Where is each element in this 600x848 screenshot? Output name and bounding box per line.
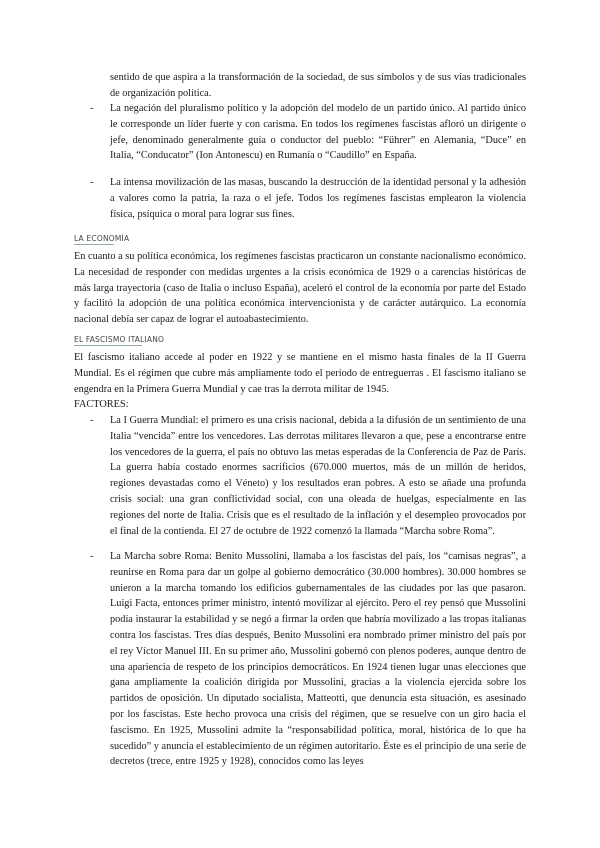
bullet-marker: - xyxy=(90,551,94,562)
bullet-partido-unico: La negación del pluralismo político y la adopción del modelo de un partido único. Al partido único le corresponde un líder fuerte y con carisma. En todos los regímenes fascistas afloró un dirigente o jefe, denominado generalmente guía o conductor del pueblo: “Führer” en Alemania, “Duce” en Italia, “Conducator” (Ion Antonescu) en Rumanía o “Caudillo” en España. xyxy=(110,103,526,162)
continuation-paragraph: sentido de que aspira a la transformación de la sociedad, de sus símbolos y de sus vías tradicionales de organización política. xyxy=(110,72,526,99)
economia-paragraph: En cuanto a su política económica, los regímenes fascistas practicaron un constante nacionalismo económico. La necesidad de responder con medidas urgentes a la crisis económica de 1929 o a carencias históricas de más larga trayectoria (caso de Italia o incluso España), aceleró el control de la economía por parte del Estado y facilitó la adopción de una política económica intervencionista y de carácter autárquico. La economía nacional debía ser capaz de lograr el autoabastecimiento. xyxy=(74,251,526,326)
bullet-marker: - xyxy=(90,103,94,114)
factor-marcha-sobre-roma: La Marcha sobre Roma: Benito Mussolini, llamaba a los fascistas del país, los “camisas negras”, a reunirse en Roma para dar un golpe al gobierno democrático (30.000 hombres). 30.000 hombres se unieron a la marcha tomando los edificios gubernamentales de las ciudades por las que pasaron. Luigi Facta, entonces primer ministro, intentó movilizar al ejército. Pero el rey pensó que Mussolini podía instaurar la estabilidad y se negó a firmar la orden que habría movilizado a las tropas italianas contra los fascistas. Tres días después, Benito Mussolini era nombrado primer ministro del país por el rey Víctor Manuel III. En su primer año, Mussolini gobernó con plenos poderes, aunque dentro de una apariencia de respeto de los principios democráticos. En 1924 tienen lugar unas elecciones que gana ampliamente la coalición dirigida por Mussolini, gracias a la violencia ejercida sobre los partidos de oposición. Un diputado socialista, Matteotti, que denuncia esta situación, es asesinado por los fascistas. Este hecho provoca una crisis del régimen, que se resuelve con un giro hacia el fascismo. En 1925, Mussolini admite la “responsabilidad política, moral, histórica de lo que ha sucedido” y anuncia el establecimiento de un régimen autoritario. Éste es el principio de una serie de decretos (trece, entre 1925 y 1928), conocidos como las leyes xyxy=(110,551,526,768)
bullet-movilizacion: La intensa movilización de las masas, buscando la destrucción de la identidad personal y la adhesión a valores como la patria, la raza o el jefe. Todos los regímenes fascistas emplearon la violencia física, psíquica o moral para lograr sus fines. xyxy=(110,177,526,220)
heading-underline xyxy=(74,345,142,346)
fascismo-intro-paragraph: El fascismo italiano accede al poder en 1922 y se mantiene en el mismo hasta finales de la II Guerra Mundial. Es el régimen que cubre más ampliamente todo el periodo de entreguerras . El fascismo italiano se engendra en la Primera Guerra Mundial y cae tras la derrota militar de 1945. xyxy=(74,352,526,395)
factores-label: FACTORES: xyxy=(74,399,129,410)
section-heading-fascismo: EL FASCISMO ITALIANO xyxy=(74,335,165,344)
bullet-marker: - xyxy=(90,415,94,426)
heading-underline xyxy=(74,244,114,245)
section-heading-economia: LA ECONOMÍA xyxy=(74,234,130,243)
factor-guerra-mundial: La I Guerra Mundial: el primero es una crisis nacional, debida a la difusión de un sentimiento de una Italia “vencida” entre los vencedores. Las derrotas militares llevaron a que, pese a encontrarse entre los vencedores de la guerra, el país no obtuvo las metas esperadas de la Conferencia de Paz de París. La guerra había costado enormes sacrificios (670.000 muertos, más de un millón de heridos, regiones devastadas como el Véneto) y los resultados eran pobres. A esto se añade una profunda crisis social: una gran conflictividad social, con una oleada de huelgas, especialmente en las regiones del norte de Italia. Crisis que es el resultado de la inflación y el desempleo provocados por el final de la contienda. El 27 de octubre de 1922 comenzó la llamada “Marcha sobre Roma”. xyxy=(110,415,526,537)
bullet-marker: - xyxy=(90,177,94,188)
